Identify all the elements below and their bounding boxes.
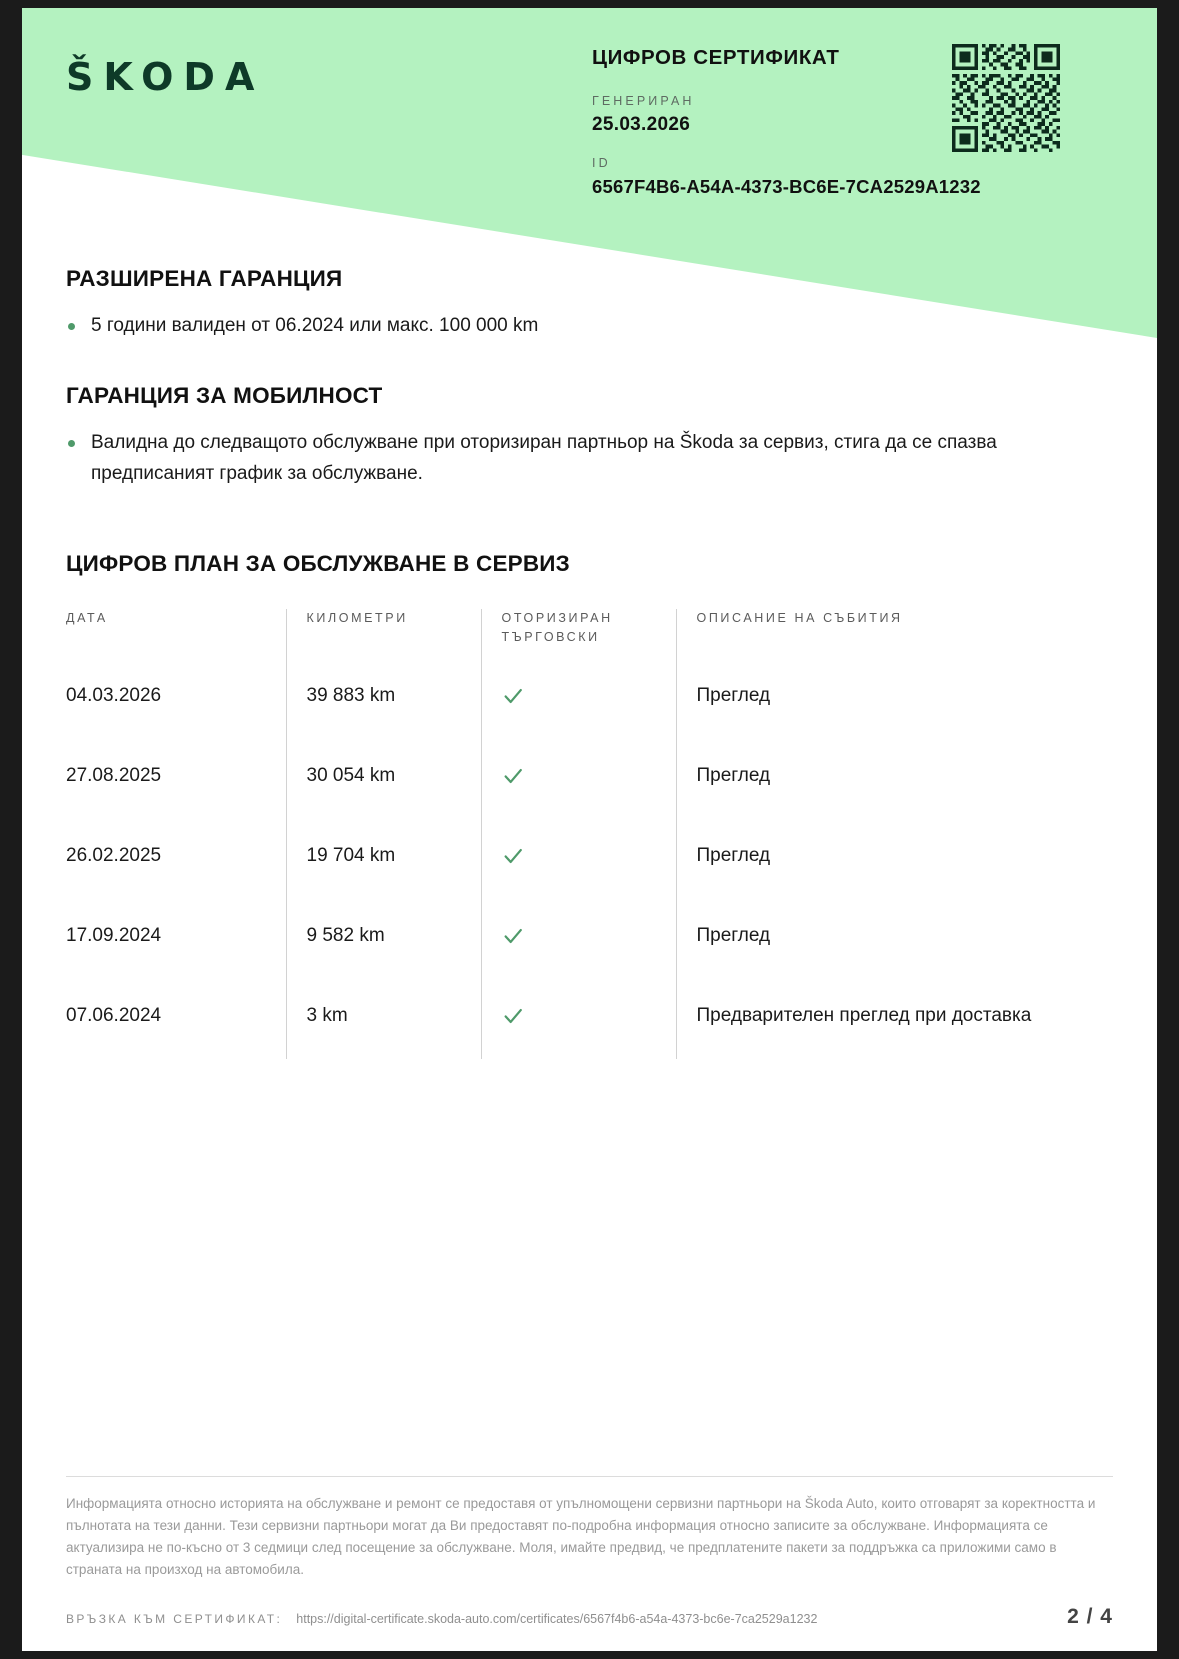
table-row [66,819,1113,899]
cell-date: 04.03.2026 [66,685,162,706]
page-number: 2 / 4 [1067,1605,1113,1628]
cell-date: 17.09.2024 [66,925,162,946]
extended-warranty-title: РАЗШИРЕНА ГАРАНЦИЯ [66,266,343,291]
table-row [66,979,1113,1059]
table-header-row [66,609,1113,659]
extended-warranty-list [22,310,1157,341]
table-row [66,659,1113,739]
cell-authorized [481,659,676,739]
column-header-date: ДАТА [66,611,108,625]
cell-mileage: 39 883 km [286,659,481,739]
list-item: Валидна до следващото обслужване при оторизиран партньор на Škoda за сервиз, стига да се спазва предписаният график за обслужване. [66,427,1109,489]
cell-description: Преглед [676,739,1113,819]
check-icon [502,845,524,867]
cell-description: Преглед [676,899,1113,979]
cell-description: Преглед [676,659,1113,739]
mobility-warranty-title: ГАРАНЦИЯ ЗА МОБИЛНОСТ [66,383,383,408]
service-plan-rows [66,659,1113,1059]
check-icon [502,925,524,947]
check-icon [502,765,524,787]
generated-label: ГЕНЕРИРАН [592,94,695,108]
cell-authorized [481,979,676,1059]
cell-date: 07.06.2024 [66,1005,162,1026]
list-item: 5 години валиден от 06.2024 или макс. 100 000 km [66,310,1109,341]
cell-date: 26.02.2025 [66,845,162,866]
id-label: ID [592,156,611,170]
certificate-title: ЦИФРОВ СЕРТИФИКАТ [592,46,840,69]
certificate-link-url[interactable]: https://digital-certificate.skoda-auto.com/certificates/6567f4b6-a54a-4373-bc6e-7ca2529a1232 [296,1612,818,1626]
cell-description: Преглед [676,819,1113,899]
service-plan-table [66,609,1113,1059]
certificate-page [22,8,1157,1651]
certificate-link-label: ВРЪЗКА КЪМ СЕРТИФИКАТ: [66,1612,283,1626]
cell-authorized [481,819,676,899]
table-row [66,899,1113,979]
column-header-event-description: ОПИСАНИЕ НА СЪБИТИЯ [676,609,1113,659]
column-header-authorized-dealer: ОТОРИЗИРАН ТЪРГОВСКИ [481,609,676,659]
qr-code-icon [952,44,1060,152]
service-plan-title: ЦИФРОВ ПЛАН ЗА ОБСЛУЖВАНЕ В СЕРВИЗ [66,551,570,576]
cell-authorized [481,899,676,979]
spacer [22,493,1157,551]
generated-value: 25.03.2026 [592,114,691,135]
document-footer [22,1476,1157,1651]
column-header-mileage: КИЛОМЕТРИ [286,609,481,659]
skoda-logo: ŠKODA [66,55,265,99]
table-row [66,739,1113,819]
cell-description: Предварителен преглед при доставка [676,979,1113,1059]
cell-authorized [481,739,676,819]
cell-mileage: 3 km [286,979,481,1059]
cell-date: 27.08.2025 [66,765,162,786]
spacer [22,345,1157,383]
document-body [22,266,1157,1059]
certificate-id-value: 6567F4B6-A54A-4373-BC6E-7CA2529A1232 [592,176,981,197]
check-icon [502,685,524,707]
footer-disclaimer: Информацията относно историята на обслужване и ремонт се предоставя от упълномощени сервизни партньори на Škoda Auto, които отговарят за коректността и пълнотата на тези данни. Тези сервизни партньори могат да Ви предоставят по-подробна информация относно записите за обслужване. Информацията се актуализира не по-късно от 3 седмици след посещение за обслужване. Моля, имайте предвид, че предплатените пакети за поддръжка са приложими само в страната на произход на автомобила. [66,1496,1096,1577]
cell-mileage: 30 054 km [286,739,481,819]
cell-mileage: 9 582 km [286,899,481,979]
mobility-warranty-list [22,427,1157,489]
cell-mileage: 19 704 km [286,819,481,899]
service-plan-table-wrap [22,609,1157,1059]
footer-link-row [22,1581,1157,1651]
check-icon [502,1005,524,1027]
